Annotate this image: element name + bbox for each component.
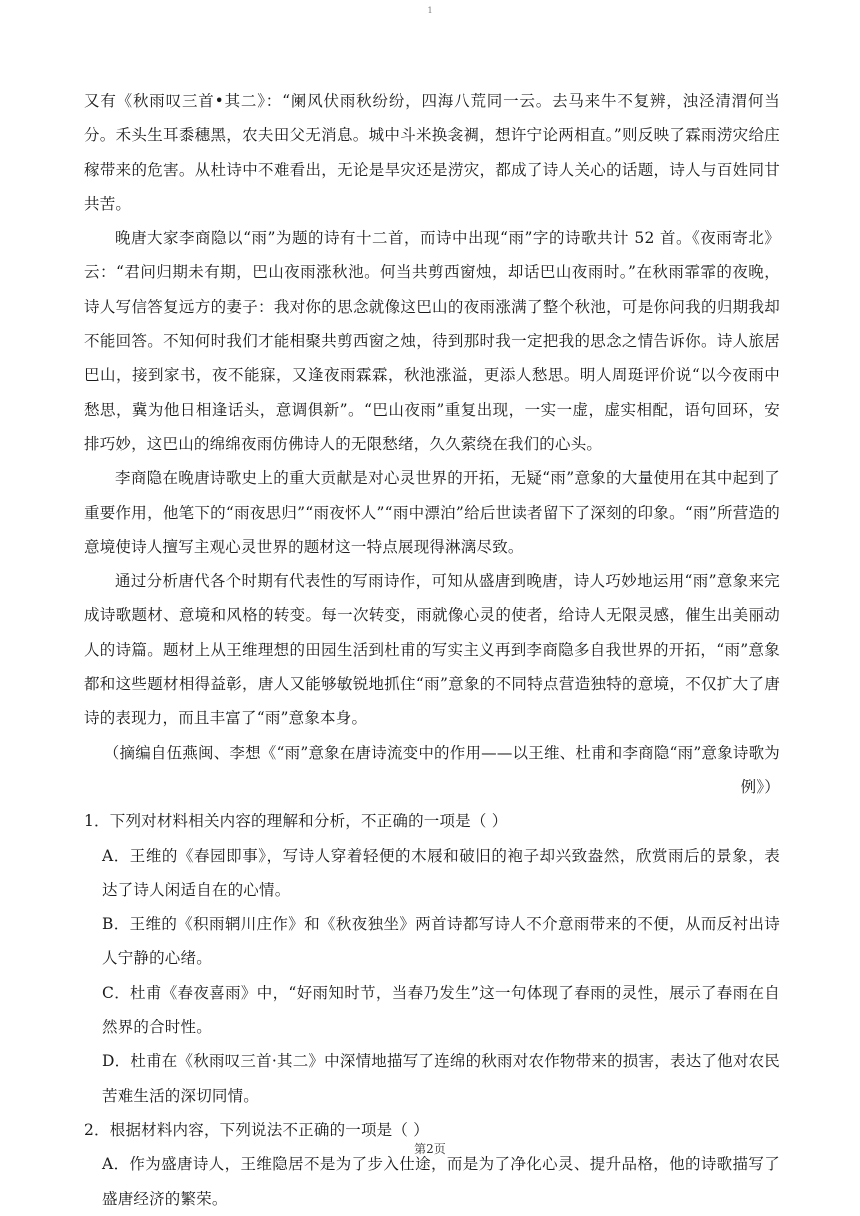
paragraph-li-shangyin-contribution: 李商隐在晚唐诗歌史上的重大贡献是对心灵世界的开拓，无疑“雨”意象的大量使用在其中起到了重要作用，他笔下的“雨夜思归”“雨夜怀人”“雨中漂泊”给后世读者留下了深刻的印象。“雨”所营造的意境使诗人擅写主观心灵世界的题材这一特点展现得淋漓尽致。 [84, 469, 780, 556]
header-mark: 1 [427, 6, 433, 15]
paragraph-li-shangyin-night-rain: 晚唐大家李商隐以“雨”为题的诗有十二首，而诗中出现“雨”字的诗歌共计 52 首。《夜雨寄北》云：“君问归期未有期，巴山夜雨涨秋池。何当共剪西窗烛，却话巴山夜雨时。”在秋雨霏霏的夜晚，诗人写信答复远方的妻子：我对你的思念就像这巴山的夜雨涨满了整个秋池，可是你问我的归期我却不能回答。不知何时我们才能相聚共剪西窗之烛，待到那时我一定把我的思念之情告诉你。诗人旅居巴山，接到家书，夜不能寐，又逢夜雨霖霖，秋池涨溢，更添人愁思。明人周珽评价说“以今夜雨中愁思，冀为他日相逢话头，意调俱新”。“巴山夜雨”重复出现，一实一虚，虚实相配，语句回环，安排巧妙，这巴山的绵绵夜雨仿佛诗人的无限愁绪，久久萦绕在我们的心头。 [84, 229, 780, 453]
question-2 [84, 1113, 780, 1216]
paragraph-du-fu-rain: 又有《秋雨叹三首•其二》：“阑风伏雨秋纷纷，四海八荒同一云。去马来牛不复辨，浊泾清渭何当分。禾头生耳黍穗黑，农夫田父无消息。城中斗米换衾裯，想许宁论两相直。”则反映了霖雨涝灾给庄稼带来的危害。从杜诗中不难看出，无论是旱灾还是涝灾，都成了诗人关心的话题，诗人与百姓同甘共苦。 [84, 92, 780, 213]
source-citation: （摘编自伍燕闽、李想《“雨”意象在唐诗流变中的作用——以王维、杜甫和李商隐“雨”意象诗歌为例》） [103, 743, 780, 796]
option-c: C．杜甫《春夜喜雨》中，“好雨知时节，当春乃发生”这一句体现了春雨的灵性，展示了春雨在自然界的合时性。 [102, 983, 780, 1037]
question-stem: 1．下列对材料相关内容的理解和分析，不正确的一项是（ ） [84, 812, 508, 831]
paragraph-conclusion: 通过分析唐代各个时期有代表性的写雨诗作，可知从盛唐到晚唐，诗人巧妙地运用“雨”意象来完成诗歌题材、意境和风格的转变。每一次转变，雨就像心灵的使者，给诗人无限灵感，催生出美丽动人的诗篇。题材上从王维理想的田园生活到杜甫的写实主义再到李商隐多自我世界的开拓，“雨”意象都和这些题材相得益彰，唐人又能够敏锐地抓住“雨”意象的不同特点营造独特的意境，不仅扩大了唐诗的表现力，而且丰富了“雨”意象本身。 [84, 572, 780, 728]
document-page [84, 84, 780, 1216]
question-1 [84, 804, 780, 1113]
option-b: B．王维的《积雨辋川庄作》和《秋夜独坐》两首诗都写诗人不介意雨带来的不便，从而反衬出诗人宁静的心绪。 [102, 915, 780, 968]
page-number: 第2页 [414, 1142, 446, 1156]
option-d: D．杜甫在《秋雨叹三首·其二》中深情地描写了连绵的秋雨对农作物带来的损害，表达了他对农民苦难生活的深切同情。 [102, 1052, 780, 1105]
question-stem: 2．根据材料内容，下列说法不正确的一项是（ ） [84, 1120, 429, 1139]
option-a: A．作为盛唐诗人，王维隐居不是为了步入仕途，而是为了净化心灵、提升品格，他的诗歌描写了盛唐经济的繁荣。 [102, 1155, 780, 1208]
option-a: A．王维的《春园即事》，写诗人穿着轻便的木屐和破旧的袍子却兴致盎然，欣赏雨后的景象，表达了诗人闲适自在的心情。 [102, 846, 780, 899]
